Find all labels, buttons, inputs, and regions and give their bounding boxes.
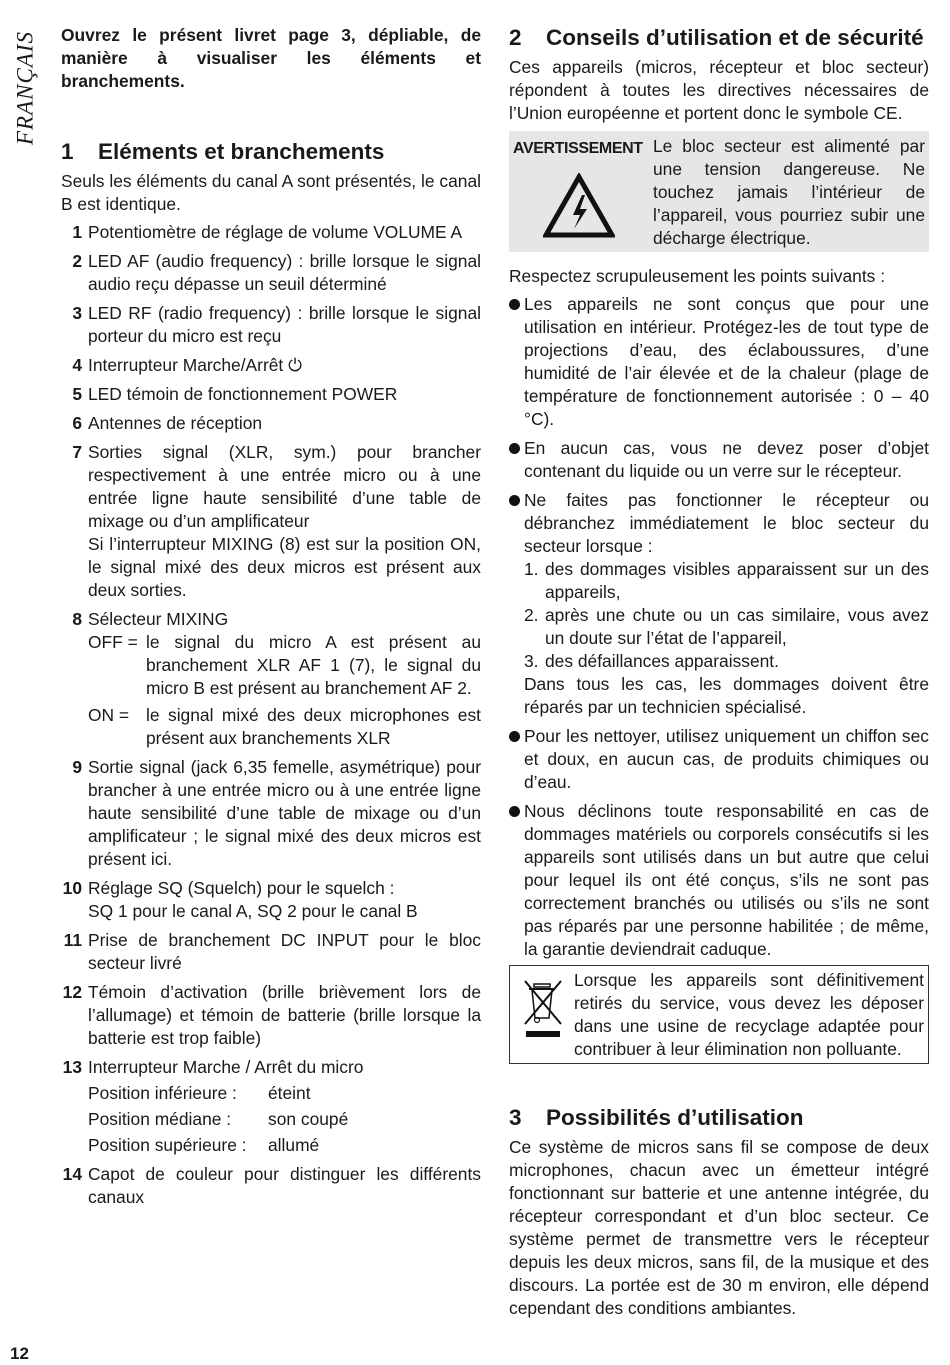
electric-hazard-icon [543,173,615,239]
crossed-bin-icon [522,978,564,1040]
list-item: Ne faites pas fonctionner le récepteur ou débranchez immédiatement le bloc secteur du secteur lorsque : 1. des dommages visibles apparaissent sur un des appareils, 2. après une chute ou un cas similaire, vous avez un doute sur l’état de l’appareil, 3. des défaillances apparaissent. Dans tous les cas, les dommages doivent être réparés par un technicien spécialisé. [509,489,929,719]
list-item: 14 Capot de couleur pour distinguer les différents canaux [62,1164,481,1207]
list-item: 4 Interrupteur Marche/Arrêt ⏻ [72,355,302,375]
list-item: 13 Interrupteur Marche / Arrêt du micro Position inférieure : éteint Position médiane : son coupé Position supérieure : allumé [62,1057,364,1155]
section-1-lead: Seuls les éléments du canal A sont présentés, le canal B est identique. [61,171,481,214]
section-1-heading: 1 Eléments et branchements [61,139,385,164]
bullet-icon [509,495,520,506]
list-item: En aucun cas, vous ne devez poser d’objet contenant du liquide ou un verre sur le récepteur. [509,437,929,483]
section-2-heading: 2 Conseils d’utilisation et de sécurité [509,25,924,50]
list-item: 12 Témoin d’activation (brille brièvement lors de l’allumage) et témoin de batterie (brille lorsque la batterie est trop faible) [62,982,481,1048]
language-side-label: FRANÇAIS [12,30,38,146]
page-number: 12 [10,1344,29,1363]
bullet-icon [509,443,520,454]
list-item: 7 Sorties signal (XLR, sym.) pour brancher respectivement à une entrée micro ou à une entrée ligne haute sensibilité d’une table de mixage ou d’un amplificateur Si l’interrupteur MIXING (8) est sur la position ON, le signal mixé des deux micros est présent aux deux sorties. [72,442,481,600]
list-item: Pour les nettoyer, utilisez uniquement un chiffon sec et doux, en aucun cas, de produits chimiques ou d’eau. [509,725,929,794]
list-item: 3 LED RF (radio frequency) : brille lorsque le signal porteur du micro est reçu [72,303,481,346]
warning-text: Le bloc secteur est alimenté par une tension dangereuse. Ne touchez jamais l’intérieur de l’appareil, vous pourriez subir une décharge électrique. [653,136,925,248]
list-item: 11 Prise de branchement DC INPUT pour le bloc secteur livré [63,930,481,973]
respect-line: Respectez scrupuleusement les points suivants : [509,266,886,286]
bullet-icon [509,731,520,742]
list-item: 5 LED témoin de fonctionnement POWER [72,384,398,404]
bullet-icon [509,806,520,817]
section-3-heading: 3 Possibilités d’utilisation [509,1105,804,1130]
warning-box [509,131,929,252]
list-item: 9 Sortie signal (jack 6,35 femelle, asymétrique) pour brancher à une entrée micro ou à une entrée ligne haute sensibilité d’une table de mixage ou d’un amplificateur ; le signal mixé des deux micros est présent ici. [72,757,481,869]
safety-bullets [509,293,929,967]
section-3-body: Ce système de micros sans fil se compose de deux microphones, chacun avec un émetteur intégré fonctionnant sur batterie et une antenne intégrée, du récepteur correspondant et d’un bloc secteur. Ce système permet de transmettre vers le récepteur depuis les deux micros, sans fil, de la musique et des discours. La portée est de 30 m environ, elle dépend cependant des conditions ambiantes. [509,1137,929,1318]
recycling-text: Lorsque les appareils sont définitivement retirés du service, vous devez les déposer dans une usine de recyclage adaptée pour contribuer à leur élimination non polluante. [574,970,924,1059]
elements-list [61,221,481,1215]
section-2-lead: Ces appareils (micros, récepteur et bloc secteur) répondent à toutes les directives nécessaires de l’Union européenne et portent donc le symbole CE. [509,57,929,123]
bullet-icon [509,299,520,310]
list-item: Les appareils ne sont conçus que pour une utilisation en intérieur. Protégez-les de tout type de projections d’eau, des éclaboussures, d’une humidité de l’air élevée et de la chaleur (plage de température de fonctionnement autorisée : 0 – 40 °C). [509,293,929,431]
list-item: 1 Potentiomètre de réglage de volume VOLUME A [72,222,463,242]
list-item: Nous déclinons toute responsabilité en cas de dommages matériels ou corporels consécutifs si les appareils sont utilisés dans un but autre que celui pour lequel ils ont été conçus, s’ils ne sont pas correctement branchés ou utilisés ou s’ils ne sont pas réparés par une personne habilitée ; de même, la garantie deviendrait caduque. [509,800,929,961]
list-item: 10 Réglage SQ (Squelch) pour le squelch : SQ 1 pour le canal A, SQ 2 pour le canal B [62,878,418,921]
recycling-notice [509,965,929,1064]
intro-paragraph: Ouvrez le présent livret page 3, dépliable, de manière à visualiser les éléments et branchements. [61,25,481,91]
warning-label: AVERTISSEMENT [513,140,643,157]
list-item: 2 LED AF (audio frequency) : brille lorsque le signal audio reçu dépasse un seuil déterminé [72,251,481,294]
list-item: 8 Sélecteur MIXING OFF = le signal du micro A est présent au branchement XLR AF 1 (7), le signal du micro B est présent au branchement AF 2. ON = le signal mixé des deux microphones est présent aux branchements XLR [72,609,481,748]
list-item: 6 Antennes de réception [72,413,263,433]
